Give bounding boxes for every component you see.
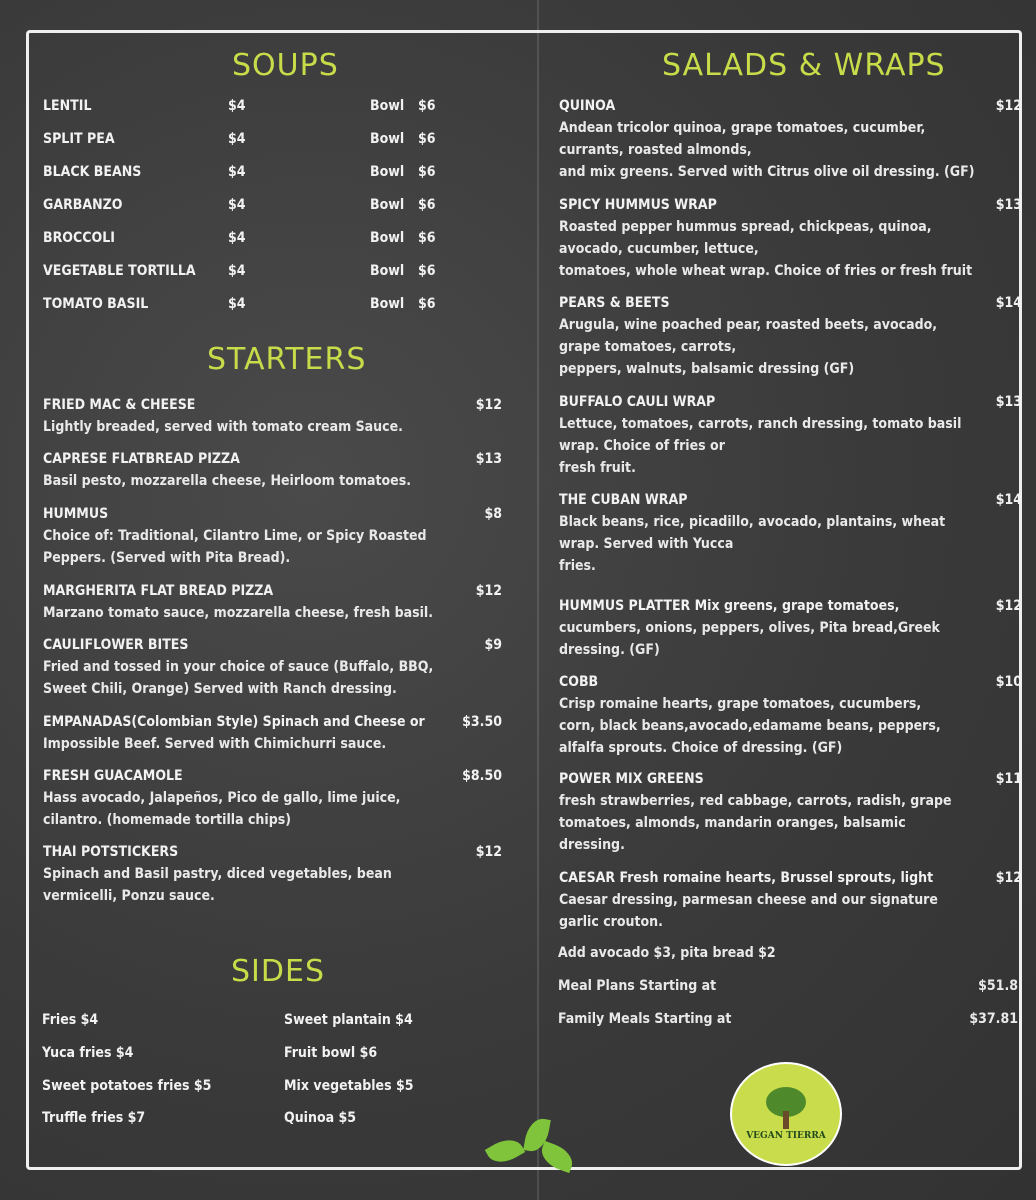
side-item: Yuca fries $4	[42, 1045, 134, 1061]
starter-price: $3.50	[462, 714, 502, 730]
soup-name: LENTIL	[43, 98, 92, 114]
soup-cup-price: $4	[228, 296, 246, 312]
salad-description: Roasted pepper hummus spread, chickpeas, quinoa,	[559, 219, 932, 235]
salad-description: tomatoes, almonds, mandarin oranges, balsamic	[559, 815, 906, 831]
soup-bowl-label: Bowl	[370, 164, 405, 180]
starter-description: Hass avocado, Jalapeños, Pico de gallo, lime juice,	[43, 790, 401, 806]
soup-bowl-label: Bowl	[370, 131, 405, 147]
salad-description: Black beans, rice, picadillo, avocado, plantains, wheat	[559, 514, 946, 530]
starter-price: $12	[475, 583, 502, 599]
salad-price: $13	[995, 197, 1022, 213]
soup-cup-price: $4	[228, 197, 246, 213]
meal-plans-price: $51.8	[978, 978, 1018, 994]
starter-description: Spinach and Basil pastry, diced vegetables, bean	[43, 866, 392, 882]
salad-description: Caesar dressing, parmesan cheese and our signature	[559, 892, 938, 908]
starter-name: FRESH GUACAMOLE	[43, 768, 183, 784]
starter-price: $12	[475, 397, 502, 413]
side-item: Sweet plantain $4	[284, 1012, 413, 1028]
salad-description: corn, black beans,avocado,edamame beans, peppers,	[559, 718, 941, 734]
salad-price: $14	[995, 295, 1022, 311]
salad-price: $12	[995, 98, 1022, 114]
soup-bowl-price: $6	[418, 98, 436, 114]
salad-price: $13	[995, 394, 1022, 410]
soup-cup-price: $4	[228, 131, 246, 147]
tree-icon	[763, 1087, 809, 1129]
vegan-tierra-logo	[730, 1062, 842, 1166]
family-meals-label: Family Meals Starting at	[558, 1011, 732, 1027]
starter-description: Marzano tomato sauce, mozzarella cheese, fresh basil.	[43, 605, 434, 621]
addon-note: Add avocado $3, pita bread $2	[558, 945, 776, 961]
soup-bowl-price: $6	[418, 164, 436, 180]
starter-description: Peppers. (Served with Pita Bread).	[43, 550, 291, 566]
salad-name: BUFFALO CAULI WRAP	[559, 394, 716, 410]
soup-name: SPLIT PEA	[43, 131, 115, 147]
soup-bowl-label: Bowl	[370, 263, 405, 279]
side-item: Sweet potatoes fries $5	[42, 1078, 212, 1094]
starter-price: $13	[475, 451, 502, 467]
salad-description: Crisp romaine hearts, grape tomatoes, cucumbers,	[559, 696, 922, 712]
salad-description: fresh strawberries, red cabbage, carrots, radish, grape	[559, 793, 952, 809]
soups-heading: SOUPS	[232, 48, 339, 83]
soup-cup-price: $4	[228, 230, 246, 246]
sides-heading: SIDES	[231, 954, 325, 989]
starter-name: CAPRESE FLATBREAD PIZZA	[43, 451, 240, 467]
soup-bowl-price: $6	[418, 296, 436, 312]
salad-price: $12	[995, 598, 1022, 614]
salad-price: $11	[995, 771, 1022, 787]
starter-description: Choice of: Traditional, Cilantro Lime, or Spicy Roasted	[43, 528, 427, 544]
soup-name: BROCCOLI	[43, 230, 115, 246]
starter-description: cilantro. (homemade tortilla chips)	[43, 812, 291, 828]
salad-name: COBB	[559, 674, 599, 690]
soup-bowl-price: $6	[418, 197, 436, 213]
soup-name: TOMATO BASIL	[43, 296, 149, 312]
logo-name: VEGAN TIERRA	[746, 1131, 826, 1141]
salad-name: SPICY HUMMUS WRAP	[559, 197, 717, 213]
soup-bowl-price: $6	[418, 230, 436, 246]
soup-name: GARBANZO	[43, 197, 123, 213]
soup-cup-price: $4	[228, 98, 246, 114]
salad-description: Lettuce, tomatoes, carrots, ranch dressing, tomato basil	[559, 416, 962, 432]
salad-description: cucumbers, onions, peppers, olives, Pita bread,Greek	[559, 620, 940, 636]
meal-plans-label: Meal Plans Starting at	[558, 978, 717, 994]
salad-name: QUINOA	[559, 98, 616, 114]
family-meals-price: $37.81	[969, 1011, 1018, 1027]
soup-name: VEGETABLE TORTILLA	[43, 263, 196, 279]
salad-description: peppers, walnuts, balsamic dressing (GF)	[559, 361, 855, 377]
starter-description: Basil pesto, mozzarella cheese, Heirloom tomatoes.	[43, 473, 411, 489]
soup-bowl-price: $6	[418, 131, 436, 147]
side-item: Fries $4	[42, 1012, 99, 1028]
salad-description: tomatoes, whole wheat wrap. Choice of fries or fresh fruit	[559, 263, 973, 279]
starter-name: HUMMUS	[43, 506, 109, 522]
starter-name: FRIED MAC & CHEESE	[43, 397, 196, 413]
side-item: Mix vegetables $5	[284, 1078, 414, 1094]
salad-description: Andean tricolor quinoa, grape tomatoes, cucumber,	[559, 120, 926, 136]
salad-description: wrap. Choice of fries or	[559, 438, 725, 454]
starter-name: CAULIFLOWER BITES	[43, 637, 189, 653]
soup-bowl-label: Bowl	[370, 197, 405, 213]
starter-name: EMPANADAS(Colombian Style) Spinach and Cheese or	[43, 714, 425, 730]
salad-description: garlic crouton.	[559, 914, 663, 930]
side-item: Quinoa $5	[284, 1110, 357, 1126]
soup-bowl-label: Bowl	[370, 296, 405, 312]
salad-description: dressing. (GF)	[559, 642, 660, 658]
starter-description: vermicelli, Ponzu sauce.	[43, 888, 215, 904]
starter-price: $9	[484, 637, 502, 653]
salad-price: $14	[995, 492, 1022, 508]
soup-cup-price: $4	[228, 164, 246, 180]
salad-description: avocado, cucumber, lettuce,	[559, 241, 759, 257]
side-item: Fruit bowl $6	[284, 1045, 378, 1061]
salad-description: wrap. Served with Yucca	[559, 536, 734, 552]
soup-bowl-price: $6	[418, 263, 436, 279]
soup-name: BLACK BEANS	[43, 164, 142, 180]
starter-price: $8	[484, 506, 502, 522]
salad-name: HUMMUS PLATTER Mix greens, grape tomatoes,	[559, 598, 900, 614]
salad-price: $12	[995, 870, 1022, 886]
starter-price: $12	[475, 844, 502, 860]
starters-heading: STARTERS	[207, 342, 367, 377]
side-item: Truffle fries $7	[42, 1110, 146, 1126]
starter-price: $8.50	[462, 768, 502, 784]
salad-name: CAESAR Fresh romaine hearts, Brussel sprouts, light	[559, 870, 934, 886]
salad-description: fries.	[559, 558, 596, 574]
soup-bowl-label: Bowl	[370, 230, 405, 246]
salad-price: $10	[995, 674, 1022, 690]
salad-description: grape tomatoes, carrots,	[559, 339, 737, 355]
starter-description: Impossible Beef. Served with Chimichurri sauce.	[43, 736, 387, 752]
salad-description: dressing.	[559, 837, 625, 853]
salad-description: currants, roasted almonds,	[559, 142, 752, 158]
salad-description: Arugula, wine poached pear, roasted beets, avocado,	[559, 317, 938, 333]
soup-cup-price: $4	[228, 263, 246, 279]
salads-heading: SALADS & WRAPS	[662, 48, 946, 83]
starter-name: THAI POTSTICKERS	[43, 844, 179, 860]
salad-description: alfalfa sprouts. Choice of dressing. (GF)	[559, 740, 843, 756]
starter-description: Sweet Chili, Orange) Served with Ranch dressing.	[43, 681, 397, 697]
starter-description: Lightly breaded, served with tomato cream Sauce.	[43, 419, 403, 435]
salad-name: THE CUBAN WRAP	[559, 492, 688, 508]
starter-name: MARGHERITA FLAT BREAD PIZZA	[43, 583, 274, 599]
soup-bowl-label: Bowl	[370, 98, 405, 114]
salad-name: PEARS & BEETS	[559, 295, 670, 311]
salad-description: fresh fruit.	[559, 460, 636, 476]
salad-description: and mix greens. Served with Citrus olive oil dressing. (GF)	[559, 164, 975, 180]
starter-description: Fried and tossed in your choice of sauce (Buffalo, BBQ,	[43, 659, 434, 675]
salad-name: POWER MIX GREENS	[559, 771, 704, 787]
